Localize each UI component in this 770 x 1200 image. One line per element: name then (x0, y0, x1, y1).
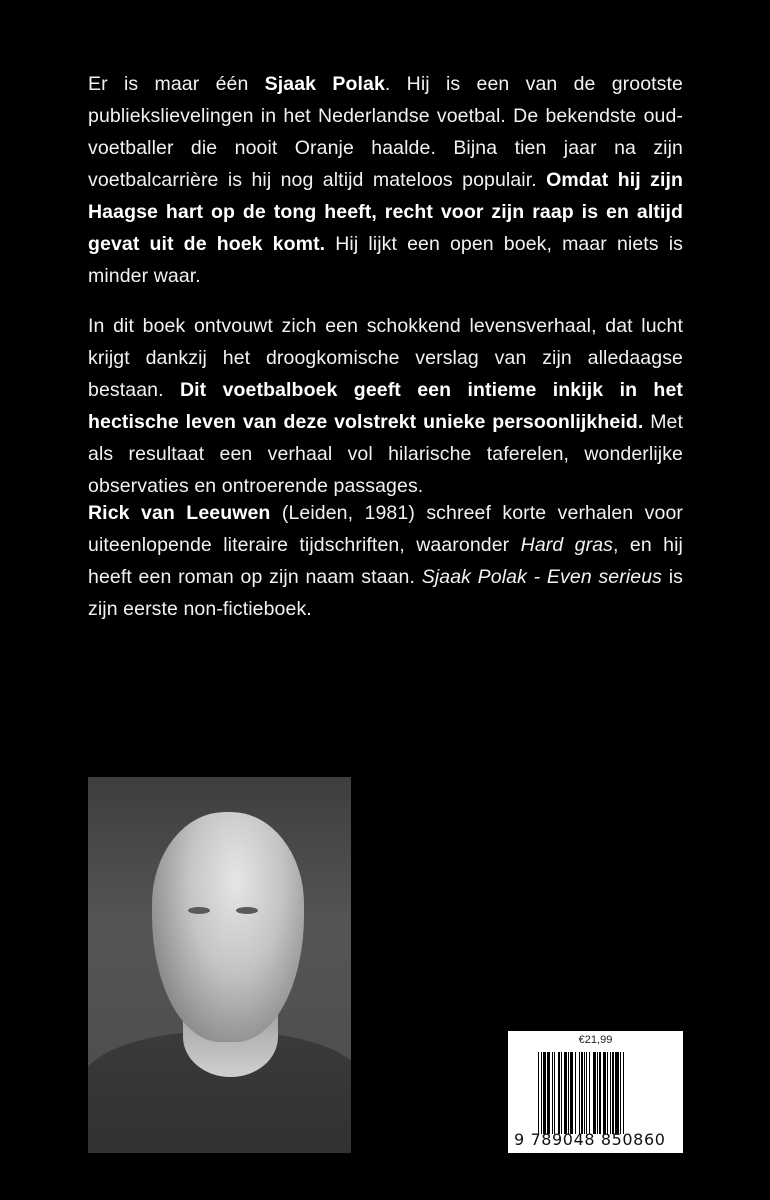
text-run: In dit boek ontvouwt zich een schokkend levensverhaal, dat lucht krijgt dankzij het droogkomische verslag van zijn alledaagse bestaan. (88, 315, 683, 401)
photo-eye-right (236, 907, 258, 914)
text-run: . Hij is een van de grootste publiekslievelingen in het Nederlandse voetbal. De bekendste oud-voetballer die nooit Oranje haalde. Bijna tien jaar na zijn voetbalcarrière is hij nog altijd mateloos populair. (88, 73, 683, 191)
price-label: €21,99 (578, 1034, 613, 1046)
author-photo (88, 777, 351, 1153)
bold-highlight: Omdat hij zijn Haagse hart op de tong heeft, recht voor zijn raap is en altijd gevat uit de hoek komt. (88, 169, 683, 255)
text-run: Er is maar één (88, 73, 265, 95)
text-run: is zijn eerste non-fictieboek. (88, 566, 683, 620)
barcode-label (508, 1031, 683, 1153)
text-run: Met als resultaat een verhaal vol hilarische taferelen, wonderlijke observaties en ontroerende passages. (88, 411, 684, 497)
isbn-number: 9 789048 850860 (514, 1130, 666, 1149)
intro-paragraph (88, 68, 683, 292)
photo-head (152, 812, 304, 1042)
italic-title: Sjaak Polak - Even serieus (421, 566, 663, 588)
text-run: , en hij heeft een roman op zijn naam staan. (88, 534, 683, 588)
text-run: Hij lijkt een open boek, maar niets is minder waar. (88, 233, 683, 287)
italic-title: Hard gras (520, 534, 614, 556)
text-run: (Leiden, 1981) schreef korte verhalen voor uiteenlopende literaire tijdschriften, waaronder (88, 502, 683, 556)
author-name: Rick van Leeuwen (88, 502, 271, 524)
barcode-bar (624, 1052, 626, 1134)
author-bio-paragraph (88, 497, 683, 625)
bold-highlight: Dit voetbalboek geeft een intieme inkijk in het hectische leven van deze volstrekt unieke persoonlijkheid. (88, 379, 683, 433)
barcode-bars (538, 1052, 670, 1134)
photo-eye-left (188, 907, 210, 914)
summary-paragraph (88, 310, 683, 502)
bold-name: Sjaak Polak (264, 73, 385, 95)
